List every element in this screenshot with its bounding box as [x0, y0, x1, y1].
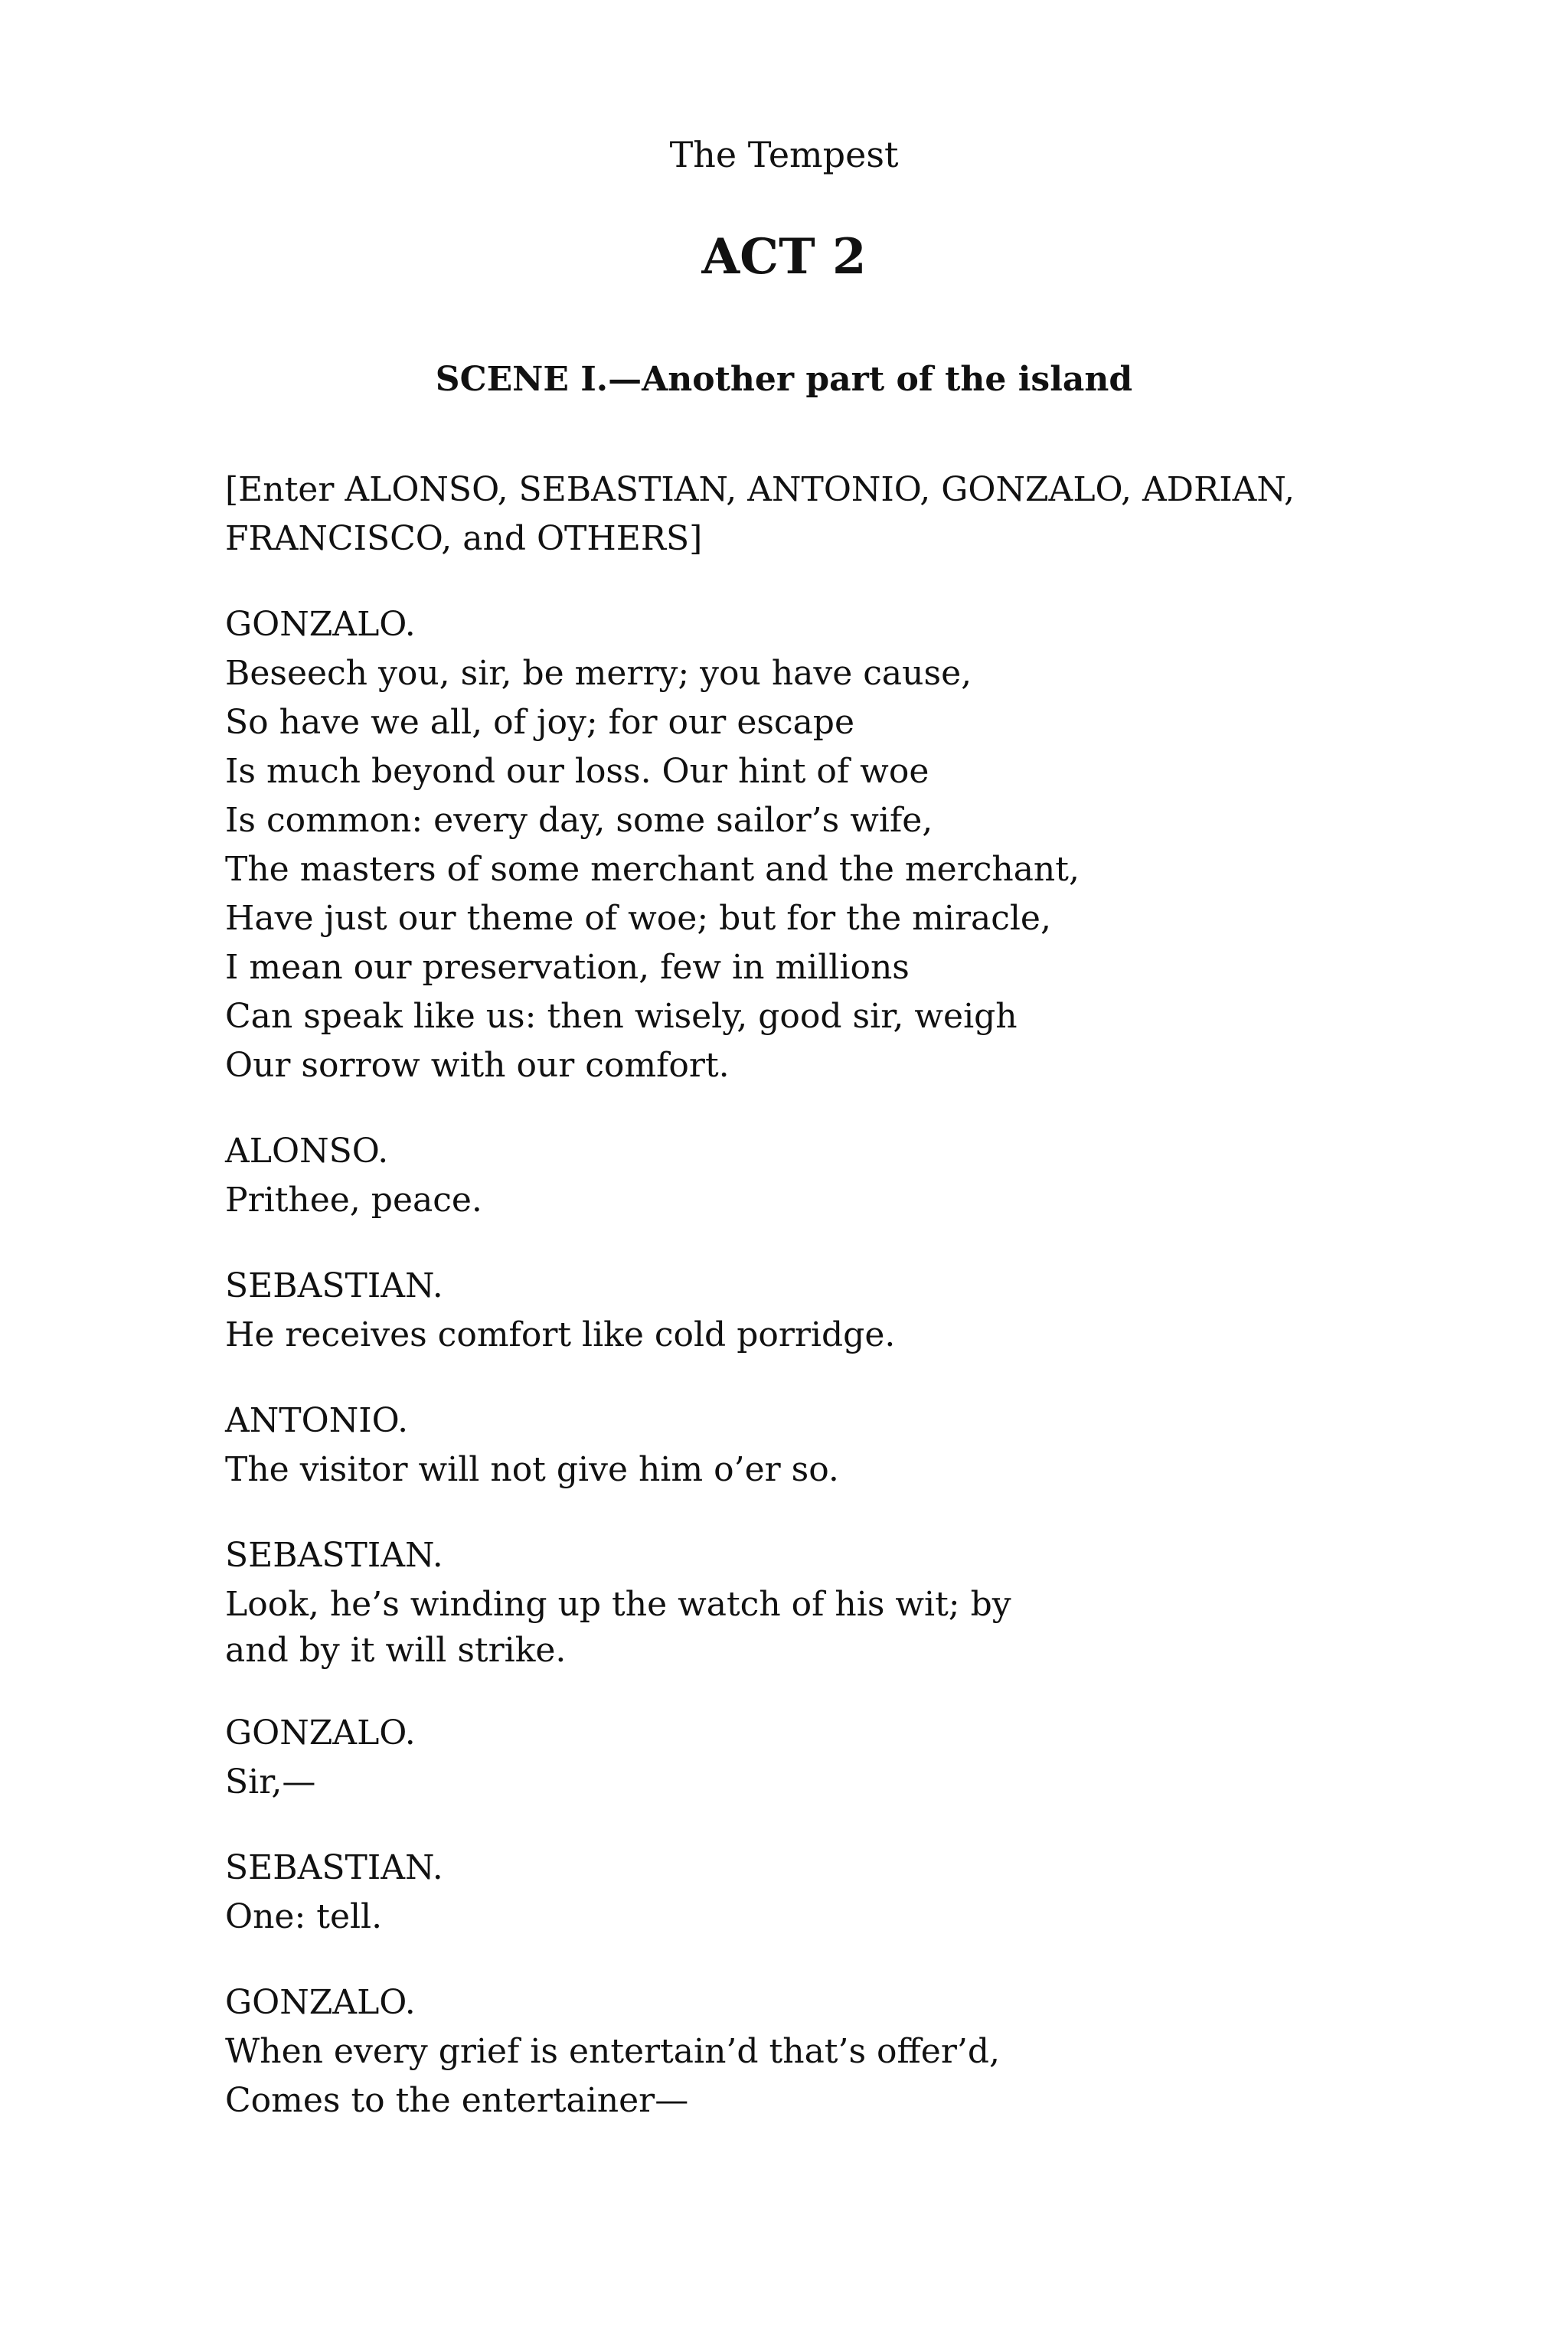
stage-direction — [225, 466, 1374, 564]
speech — [225, 1978, 1374, 2125]
verse-line: Sir,— — [225, 1762, 316, 1802]
verse-line: Can speak like us: then wisely, good sir, weigh — [225, 997, 1018, 1036]
speaker-name: ALONSO. — [225, 1132, 389, 1171]
speech — [225, 600, 1374, 1090]
verse-line: He receives comfort like cold porridge. — [225, 1315, 896, 1354]
verse-line: and by it will strike. — [225, 1631, 567, 1670]
speech — [225, 1531, 1374, 1672]
speech — [225, 1396, 1374, 1494]
verse-line: Is common: every day, some sailor’s wife, — [225, 801, 933, 840]
verse-line: I mean our preservation, few in millions — [225, 948, 910, 987]
verse-line: The masters of some merchant and the merchant, — [225, 850, 1080, 889]
verse-line: When every grief is entertain’d that’s offer’d, — [225, 2032, 1000, 2071]
speaker-name: SEBASTIAN. — [225, 1266, 443, 1305]
speech — [225, 1127, 1374, 1225]
speaker-name: SEBASTIAN. — [225, 1848, 443, 1887]
scene-title: SCENE I.—Another part of the island — [435, 360, 1133, 399]
verse-line: Beseech you, sir, be merry; you have cause, — [225, 654, 972, 693]
speaker-name: SEBASTIAN. — [225, 1536, 443, 1575]
speaker-name: ANTONIO. — [225, 1401, 409, 1440]
speech — [225, 1844, 1374, 1942]
verse-line: The visitor will not give him o’er so. — [225, 1450, 839, 1489]
verse-line: So have we all, of joy; for our escape — [225, 703, 855, 742]
verse-line: Look, he’s winding up the watch of his wit; by — [225, 1585, 1011, 1624]
speaker-name: GONZALO. — [225, 1983, 416, 2022]
stage-direction-line: FRANCISCO, and OTHERS] — [225, 519, 703, 558]
act-title: ACT 2 — [701, 228, 867, 286]
verse-line: One: tell. — [225, 1897, 383, 1936]
verse-line: Is much beyond our loss. Our hint of woe — [225, 752, 929, 791]
verse-line: Comes to the entertainer— — [225, 2081, 689, 2120]
speech — [225, 1262, 1374, 1360]
verse-line: Our sorrow with our comfort. — [225, 1046, 730, 1085]
verse-line: Prithee, peace. — [225, 1181, 482, 1220]
speaker-name: GONZALO. — [225, 1713, 416, 1753]
verse-line: Have just our theme of woe; but for the miracle, — [225, 899, 1051, 938]
stage-direction-line: [Enter ALONSO, SEBASTIAN, ANTONIO, GONZALO, ADRIAN, — [225, 470, 1295, 509]
play-text — [225, 466, 1374, 2162]
running-header: The Tempest — [669, 134, 899, 175]
speaker-name: GONZALO. — [225, 605, 416, 644]
speech — [225, 1709, 1374, 1807]
